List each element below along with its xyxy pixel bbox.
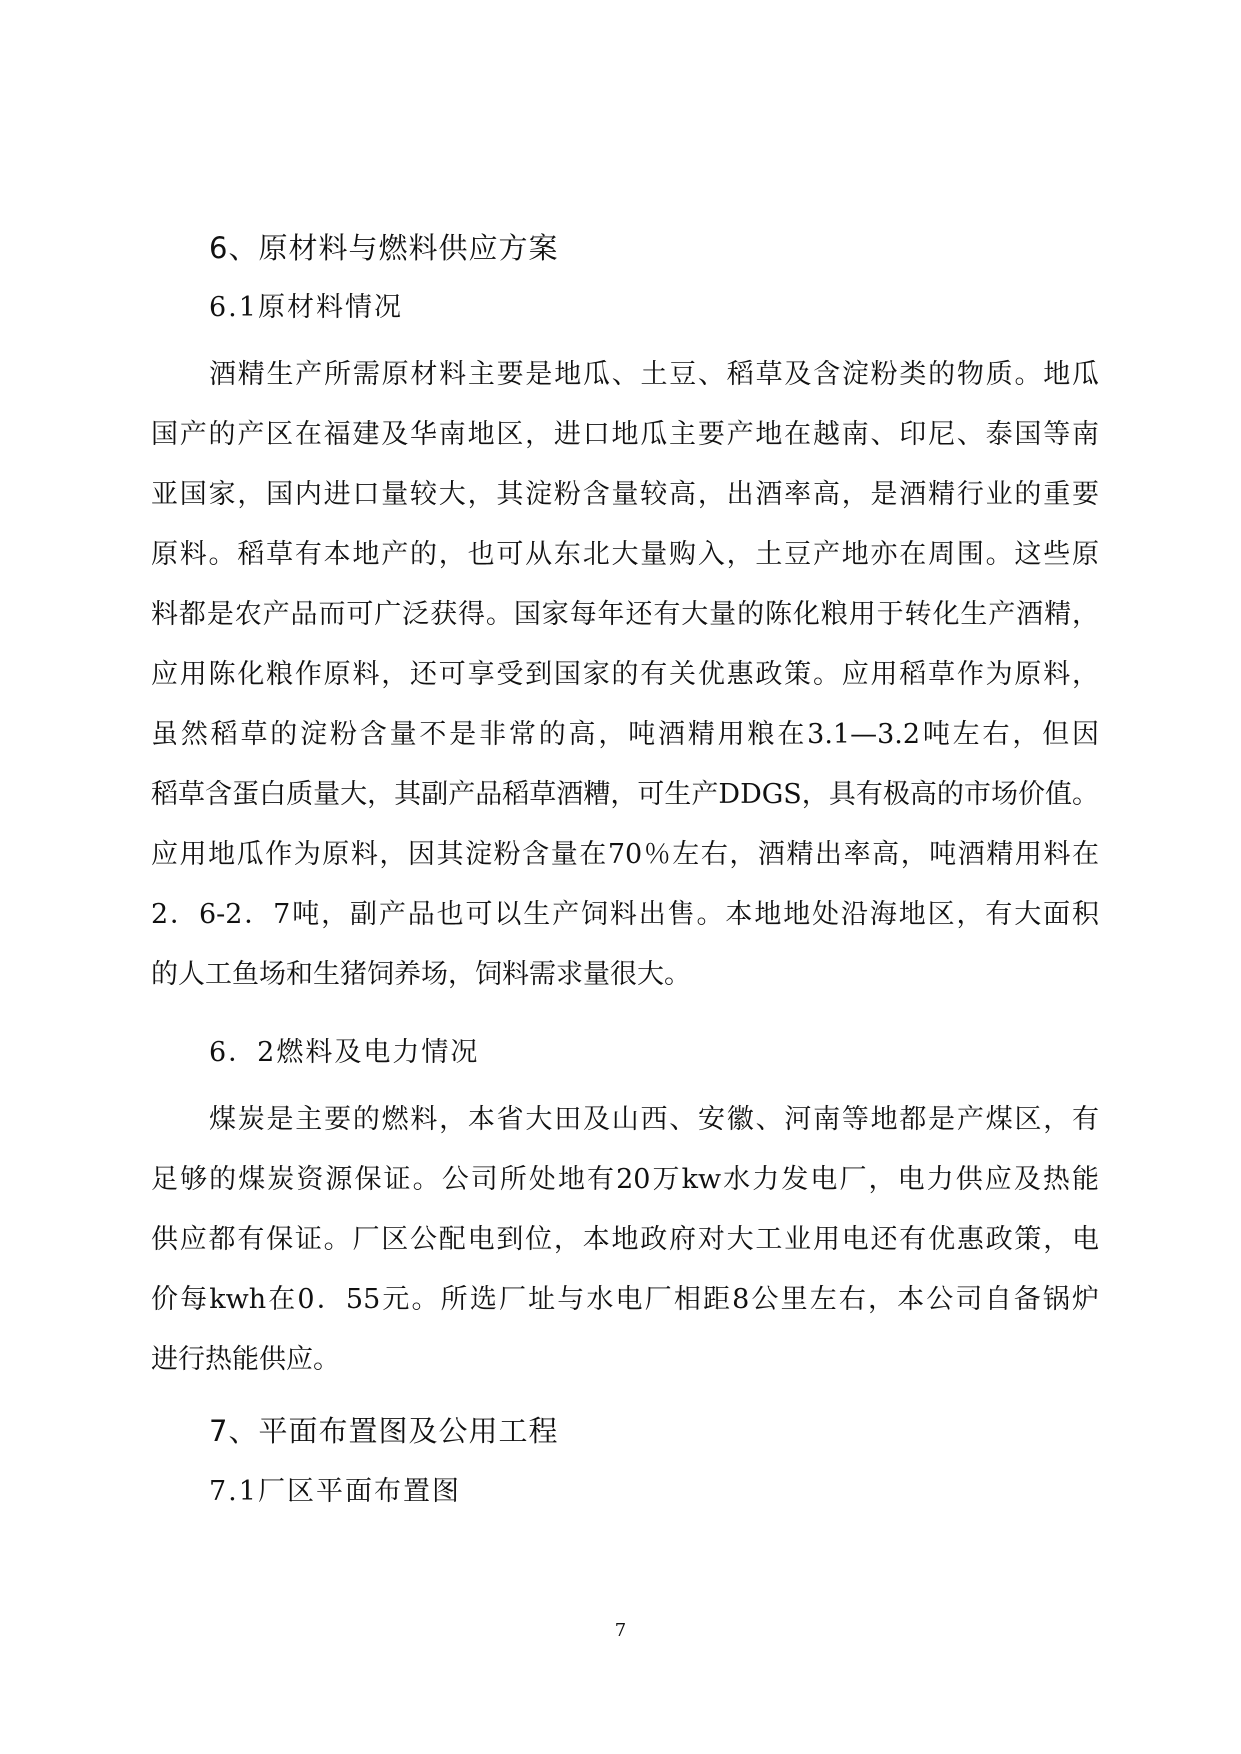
paragraph-line: 供应都有保证。厂区公配电到位，本地政府对大工业用电还有优惠政策，电: [151, 1224, 1099, 1255]
paragraph-line: 煤炭是主要的燃料，本省大田及山西、安徽、河南等地都是产煤区，有: [209, 1104, 1099, 1135]
paragraph-line: 料都是农产品而可广泛获得。国家每年还有大量的陈化粮用于转化生产酒精，: [151, 599, 1099, 630]
section-6-1-title: 6.1原材料情况: [209, 292, 403, 323]
paragraph-line: 虽然稻草的淀粉含量不是非常的高，吨酒精用粮在3.1—3.2吨左右，但因: [151, 719, 1099, 750]
page-number: 7: [614, 1620, 627, 1641]
paragraph-line: 稻草含蛋白质量大，其副产品稻草酒糟，可生产DDGS，具有极高的市场价值。: [151, 779, 1099, 810]
paragraph-line: 的人工鱼场和生猪饲养场，饲料需求量很大。: [151, 959, 691, 990]
paragraph-line: 亚国家，国内进口量较大，其淀粉含量较高，出酒率高，是酒精行业的重要: [151, 479, 1099, 510]
section-6-heading: 6、原材料与燃料供应方案: [209, 231, 559, 265]
paragraph-line: 足够的煤炭资源保证。公司所处地有20万kw水力发电厂，电力供应及热能: [151, 1164, 1099, 1195]
paragraph-line: 应用地瓜作为原料，因其淀粉含量在70％左右，酒精出率高，吨酒精用料在: [151, 839, 1099, 870]
paragraph-line: 2．6-2．7吨，副产品也可以生产饲料出售。本地地处沿海地区，有大面积: [151, 899, 1099, 930]
paragraph-line: 原料。稻草有本地产的，也可从东北大量购入，土豆产地亦在周围。这些原: [151, 539, 1099, 570]
paragraph-line: 进行热能供应。: [151, 1344, 340, 1375]
paragraph-line: 国产的产区在福建及华南地区，进口地瓜主要产地在越南、印尼、泰国等南: [151, 419, 1099, 450]
paragraph-line: 应用陈化粮作原料，还可享受到国家的有关优惠政策。应用稻草作为原料，: [151, 659, 1099, 690]
paragraph-line: 价每kwh在0．55元。所选厂址与水电厂相距8公里左右，本公司自备锅炉: [151, 1284, 1099, 1315]
section-6-2-title: 6．2燃料及电力情况: [209, 1037, 480, 1068]
section-6-2-paragraph: [151, 1090, 1099, 1390]
paragraph-line: 酒精生产所需原材料主要是地瓜、土豆、稻草及含淀粉类的物质。地瓜: [209, 359, 1099, 390]
section-7-heading: 7、平面布置图及公用工程: [209, 1414, 559, 1448]
section-6-1-paragraph: [151, 345, 1099, 1005]
section-7-1-title: 7.1厂区平面布置图: [209, 1476, 461, 1507]
